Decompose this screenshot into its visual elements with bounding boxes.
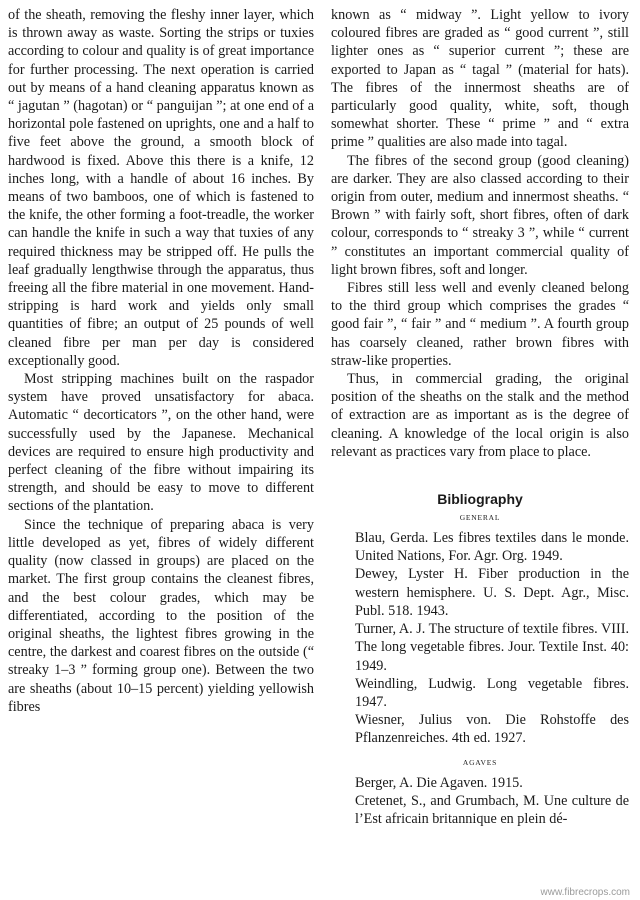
watermark: www.fibrecrops.com (540, 887, 630, 898)
bibliography-entry: Wiesner, Julius von. Die Rohstoffe des Pflanzenreiches. 4th ed. 1927. (355, 712, 629, 747)
paragraph: Since the technique of preparing abaca is very little developed as yet, fibres of widely different quality (now classed in groups) are placed on the market. The first group contains the cleanest fibres, and the best colour grades, which may be differentiated, according to the position of the original sheaths, the lightest fibres growing in the centre, the darkest and coarest fibres on the outside (“ streaky 1–3 ” forming group one). Between the two are sheaths (about 10–15 percent) yielding yellowish fibres (8, 516, 314, 715)
bibliography-section-heading: GENERAL (459, 513, 501, 523)
paragraph: Fibres still less well and evenly cleaned belong to the third group which comprises the grades “ good fair ”, “ fair ” and “ medium ”. A fourth group has coarsely cleaned, rather brown fibres with straw-like properties. (331, 280, 629, 369)
paragraph: known as “ midway ”. Light yellow to ivory coloured fibres are graded as “ good current ”, still lighter ones as “ superior current ”; these are exported to Japan as “ tagal ” (material for hats). The fibres of the innermost sheaths are of particularly good quality, white, soft, though somewhat shorter. These “ prime ” and “ extra prime ” qualities are also made into tagal. (331, 7, 629, 151)
bibliography-entry: Dewey, Lyster H. Fiber production in the western hemisphere. U. S. Dept. Agr., Misc. Publ. 518. 1943. (355, 566, 629, 619)
right-column (331, 6, 629, 828)
bibliography-entry: Cretenet, S., and Grumbach, M. Une culture de l’Est africain britannique en plein dé- (355, 792, 629, 827)
paragraph: The fibres of the second group (good cleaning) are darker. They are also classed according to their origin from outer, medium and innermost sheaths. “ Brown ” with fairly soft, short fibres, often of dark colour, corresponds to “ streaky 3 ”, while “ current ” constitutes an important commercial quality of light brown fibres, soft and longer. (331, 152, 629, 278)
bibliography-entry: Turner, A. J. The structure of textile fibres. VIII. The long vegetable fibres. Jour. Textile Inst. 40: 1949. (355, 621, 629, 674)
paragraph: Thus, in commercial grading, the original position of the sheaths on the stalk and the method of extraction are as important as is the degree of cleaning. A knowledge of the local origin is also relevant as practices vary from place to place. (331, 371, 629, 460)
paragraph: of the sheath, removing the fleshy inner layer, which is thrown away as waste. Sorting the strips or tuxies according to colour and quality is of great importance for further processing. The next operation is carried out by means of a hand cleaning apparatus known as “ jagutan ” (hagotan) or “ panguijan ”; at one end of a horizontal pole fastened on uprights, one and a half to five feet above the ground, a smooth block of hardwood is fixed. Above this there is a knife, 12 inches long, with a handle of about 16 inches. By means of two bamboos, one of which is fastened to the knife, the other forming a foot-treadle, the worker can handle the knife in such a way that tuxies of any required thickness may be stripped off. He pulls the leaf gradually lengthwise through the apparatus, thus freeing all the fibre material in one movement. Hand-stripping is hard work and yields only small quantities of fibre; an output of 25 pounds of well cleaned fibre per man per day is considered exceptionally good. (8, 7, 314, 369)
bibliography-entry: Weindling, Ludwig. Long vegetable fibres. 1947. (355, 675, 629, 710)
bibliography-section-heading: AGAVES (462, 757, 498, 767)
left-column (8, 6, 314, 716)
paragraph: Most stripping machines built on the raspador system have proved unsatisfactory for abaca. Automatic “ decorticators ”, on the other hand, were successfully used by the Japanese. Mechanical devices are required to ensure high productivity and perfect cleaning of the fibre without impairing its strength, and should be easy to move to different sections of the plantation. (8, 371, 314, 515)
bibliography-title: Bibliography (437, 491, 523, 508)
bibliography-entry: Blau, Gerda. Les fibres textiles dans le monde. United Nations, For. Agr. Org. 1949. (355, 530, 629, 565)
bibliography-entry: Berger, A. Die Agaven. 1915. (355, 774, 523, 791)
